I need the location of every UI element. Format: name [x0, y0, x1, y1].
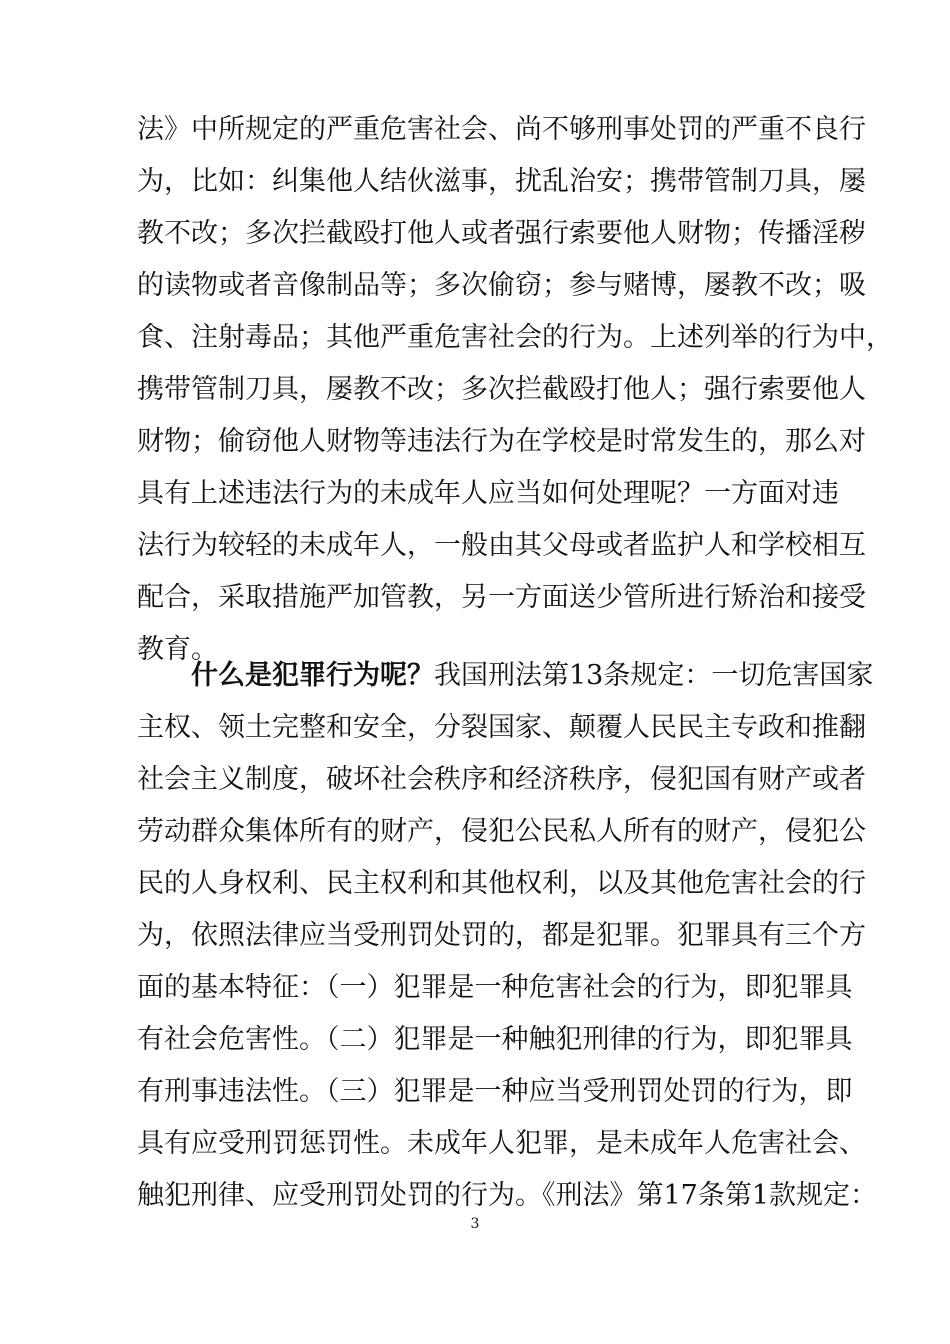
paragraph-2-line-2: 主权、领土完整和安全，分裂国家、颠覆人民民主专政和推翻	[137, 712, 866, 743]
paragraph-1-line-9: 法行为较轻的未成年人，一般由其父母或者监护人和学校相互	[137, 530, 866, 561]
paragraph-2-line-9: 有刑事违法性。（三）犯罪是一种应当受刑罚处罚的行为，即	[137, 1076, 853, 1107]
paragraph-1-line-8: 具有上述违法行为的未成年人应当如何处理呢？一方面对违	[137, 478, 839, 509]
paragraph-1-line-2: 为，比如：纠集他人结伙滋事，扰乱治安；携带管制刀具，屡	[137, 166, 866, 197]
paragraph-2-line-7: 面的基本特征：（一）犯罪是一种危害社会的行为，即犯罪具	[137, 972, 853, 1003]
paragraph-2-line-1	[191, 650, 874, 702]
paragraph-2-line-3: 社会主义制度，破坏社会秩序和经济秩序，侵犯国有财产或者	[137, 764, 866, 795]
paragraph-1-line-7: 财物；偷窃他人财物等违法行为在学校是时常发生的，那么对	[137, 426, 866, 457]
paragraph-2-line-10: 具有应受刑罚惩罚性。未成年人犯罪，是未成年人危害社会、	[137, 1128, 866, 1159]
paragraph-1-line-11: 教育。	[137, 634, 218, 665]
paragraph-1-line-10: 配合，采取措施严加管教，另一方面送少管所进行矫治和接受	[137, 582, 866, 613]
paragraph-2-heading: 什么是犯罪行为呢？	[191, 660, 434, 691]
paragraph-2-line-8: 有社会危害性。（二）犯罪是一种触犯刑律的行为，即犯罪具	[137, 1024, 853, 1055]
paragraph-2-line-4: 劳动群众集体所有的财产，侵犯公民私人所有的财产，侵犯公	[137, 816, 866, 847]
page-number: 3	[470, 1216, 480, 1232]
paragraph-2-line-1-text: 我国刑法第13条规定：一切危害国家	[434, 660, 874, 691]
paragraph-2-line-11: 触犯刑律、应受刑罚处罚的行为。《刑法》第17条第1款规定：	[137, 1180, 878, 1211]
paragraph-1-line-3: 教不改；多次拦截殴打他人或者强行索要他人财物；传播淫秽	[137, 218, 866, 249]
paragraph-1-line-1: 法》中所规定的严重危害社会、尚不够刑事处罚的严重不良行	[137, 114, 866, 145]
paragraph-2-line-5: 民的人身权利、民主权利和其他权利，以及其他危害社会的行	[137, 868, 866, 899]
paragraph-1-line-6: 携带管制刀具，屡教不改；多次拦截殴打他人；强行索要他人	[137, 374, 866, 405]
paragraph-1-line-4: 的读物或者音像制品等；多次偷窃；参与赌博，屡教不改；吸	[137, 270, 866, 301]
paragraph-2-line-6: 为，依照法律应当受刑罚处罚的，都是犯罪。犯罪具有三个方	[137, 920, 866, 951]
paragraph-1-line-5: 食、注射毒品；其他严重危害社会的行为。上述列举的行为中，	[137, 322, 893, 353]
